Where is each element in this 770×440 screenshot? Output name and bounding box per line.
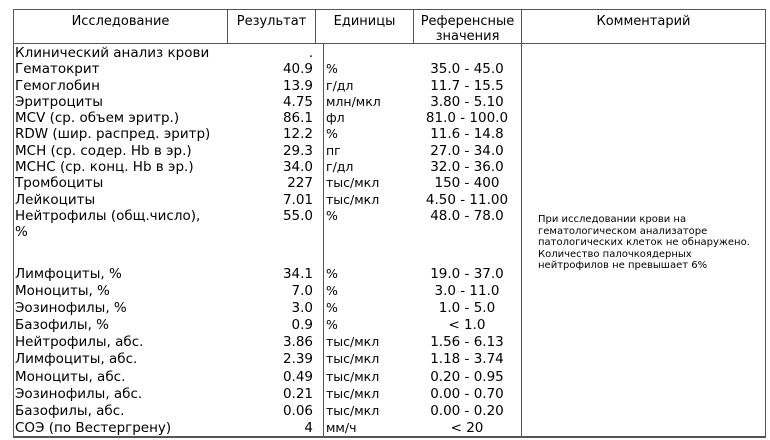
table-row [15,94,515,110]
header-test-label: Исследование [71,14,170,29]
test-name: MCH (ср. содер. Hb в эр.) [15,142,192,159]
table-row [15,61,515,77]
test-name: Эритроциты [15,93,103,110]
table-row [15,351,515,368]
result-value: 13.9 [282,77,313,94]
result-value: 34.0 [282,159,313,176]
table-row [15,126,515,142]
table-row [15,317,515,334]
header-units [315,9,414,44]
unit: тыс/мкл [326,385,380,401]
reference-range: 3.80 - 5.10 [430,93,504,110]
test-name: Лейкоциты [15,191,96,208]
unit: пг [326,142,341,158]
result-value: 0.9 [291,317,313,334]
header-reference-label-2: значения [435,29,500,44]
result-value: 86.1 [282,110,313,127]
table-row [15,45,515,61]
result-value: 55.0 [282,207,313,224]
reference-range: 3.0 - 11.0 [434,283,500,300]
comment-text: При исследовании крови на гематологическом анализаторе патологических клеток не обнаружено. Количество палочкоядерных нейтрофилов не превышает 6% [538,214,750,271]
unit: тыс/мкл [326,175,380,191]
unit: г/дл [326,77,354,93]
reference-range: < 1.0 [448,317,486,334]
test-name: Моноциты, % [15,283,110,300]
reference-range: 0.20 - 0.95 [430,368,504,385]
unit: тыс/мкл [326,334,380,350]
result-value: 7.01 [282,191,313,208]
reference-range: 27.0 - 34.0 [430,142,504,159]
test-name: Клинический анализ крови [15,45,210,61]
unit: г/дл [326,159,354,175]
results-table-body [15,45,515,437]
reference-range: 48.0 - 78.0 [430,207,504,224]
reference-range: 150 - 400 [434,175,500,192]
unit: млн/мкл [326,93,381,109]
unit: фл [326,110,345,126]
header-test [13,9,228,44]
result-value: 2.39 [282,351,313,368]
result-value: 40.9 [282,61,313,78]
header-reference-label-1: Референсные [420,14,515,29]
result-value: . [308,45,313,61]
reference-range: 0.00 - 0.20 [430,402,504,419]
header-result [227,9,316,44]
test-name: RDW (шир. распред. эритр) [15,126,211,143]
table-row [15,208,515,266]
header-comment-label: Комментарий [596,14,691,29]
result-value: 34.1 [282,265,313,282]
header-units-label: Единицы [333,14,396,29]
test-name: СОЭ (по Вестергрену) [15,419,172,436]
header-comment [521,9,766,44]
table-row [15,159,515,175]
test-name: Лимфоциты, абс. [15,351,138,368]
reference-range: 11.7 - 15.5 [430,77,504,94]
header-result-label: Результат [236,14,307,29]
reference-range: 81.0 - 100.0 [425,110,509,127]
unit: % [326,317,338,333]
unit: % [326,300,338,316]
table-row [15,369,515,386]
result-value: 0.06 [282,402,313,419]
unit: % [326,207,338,223]
unit: % [326,265,338,281]
result-value: 0.49 [282,368,313,385]
result-value: 29.3 [282,142,313,159]
result-value: 4 [304,419,313,436]
test-name: MCV (ср. объем эритр.) [15,110,180,127]
unit: тыс/мкл [326,402,380,418]
unit: тыс/мкл [326,191,380,207]
table-row [15,143,515,159]
result-value: 4.75 [282,93,313,110]
unit: тыс/мкл [326,351,380,367]
unit: % [326,61,338,77]
table-row [15,420,515,437]
reference-range: 0.00 - 0.70 [430,385,504,402]
test-name: Нейтрофилы (общ.число), [15,207,201,224]
table-row [15,266,515,283]
reference-range: 1.56 - 6.13 [430,334,504,351]
test-name: Базофилы, % [15,317,109,334]
test-name: Нейтрофилы, абс. [15,334,144,351]
header-reference [413,9,522,44]
result-value: 7.0 [291,283,313,300]
unit: % [326,283,338,299]
test-name-cont: % [15,223,28,240]
table-row [15,300,515,317]
reference-range: 35.0 - 45.0 [430,61,504,78]
result-value: 227 [287,175,313,192]
reference-range: < 20 [450,419,484,436]
test-name: Гематокрит [15,61,100,78]
reference-range: 1.0 - 5.0 [438,300,496,317]
table-row [15,110,515,126]
test-name: Тромбоциты [15,175,104,192]
table-row [15,78,515,94]
table-row [15,175,515,191]
table-row [15,403,515,420]
reference-range: 4.50 - 11.00 [425,191,509,208]
unit: мм/ч [326,419,357,435]
result-value: 12.2 [282,126,313,143]
table-row [15,386,515,403]
table-row [15,192,515,208]
result-value: 0.21 [282,385,313,402]
test-name: Гемоглобин [15,77,100,94]
reference-range: 11.6 - 14.8 [430,126,504,143]
unit: тыс/мкл [326,368,380,384]
reference-range: 19.0 - 37.0 [430,265,504,282]
unit: % [326,126,338,142]
result-value: 3.86 [282,334,313,351]
test-name: Лимфоциты, % [15,265,122,282]
result-value: 3.0 [291,300,313,317]
test-name: Эозинофилы, % [15,300,127,317]
table-row [15,283,515,300]
table-row [15,334,515,351]
reference-range: 1.18 - 3.74 [430,351,504,368]
test-name: Базофилы, абс. [15,402,125,419]
reference-range: 32.0 - 36.0 [430,159,504,176]
test-name: Эозинофилы, абс. [15,385,143,402]
test-name: MCHC (ср. конц. Hb в эр.) [15,159,194,176]
test-name: Моноциты, абс. [15,368,126,385]
